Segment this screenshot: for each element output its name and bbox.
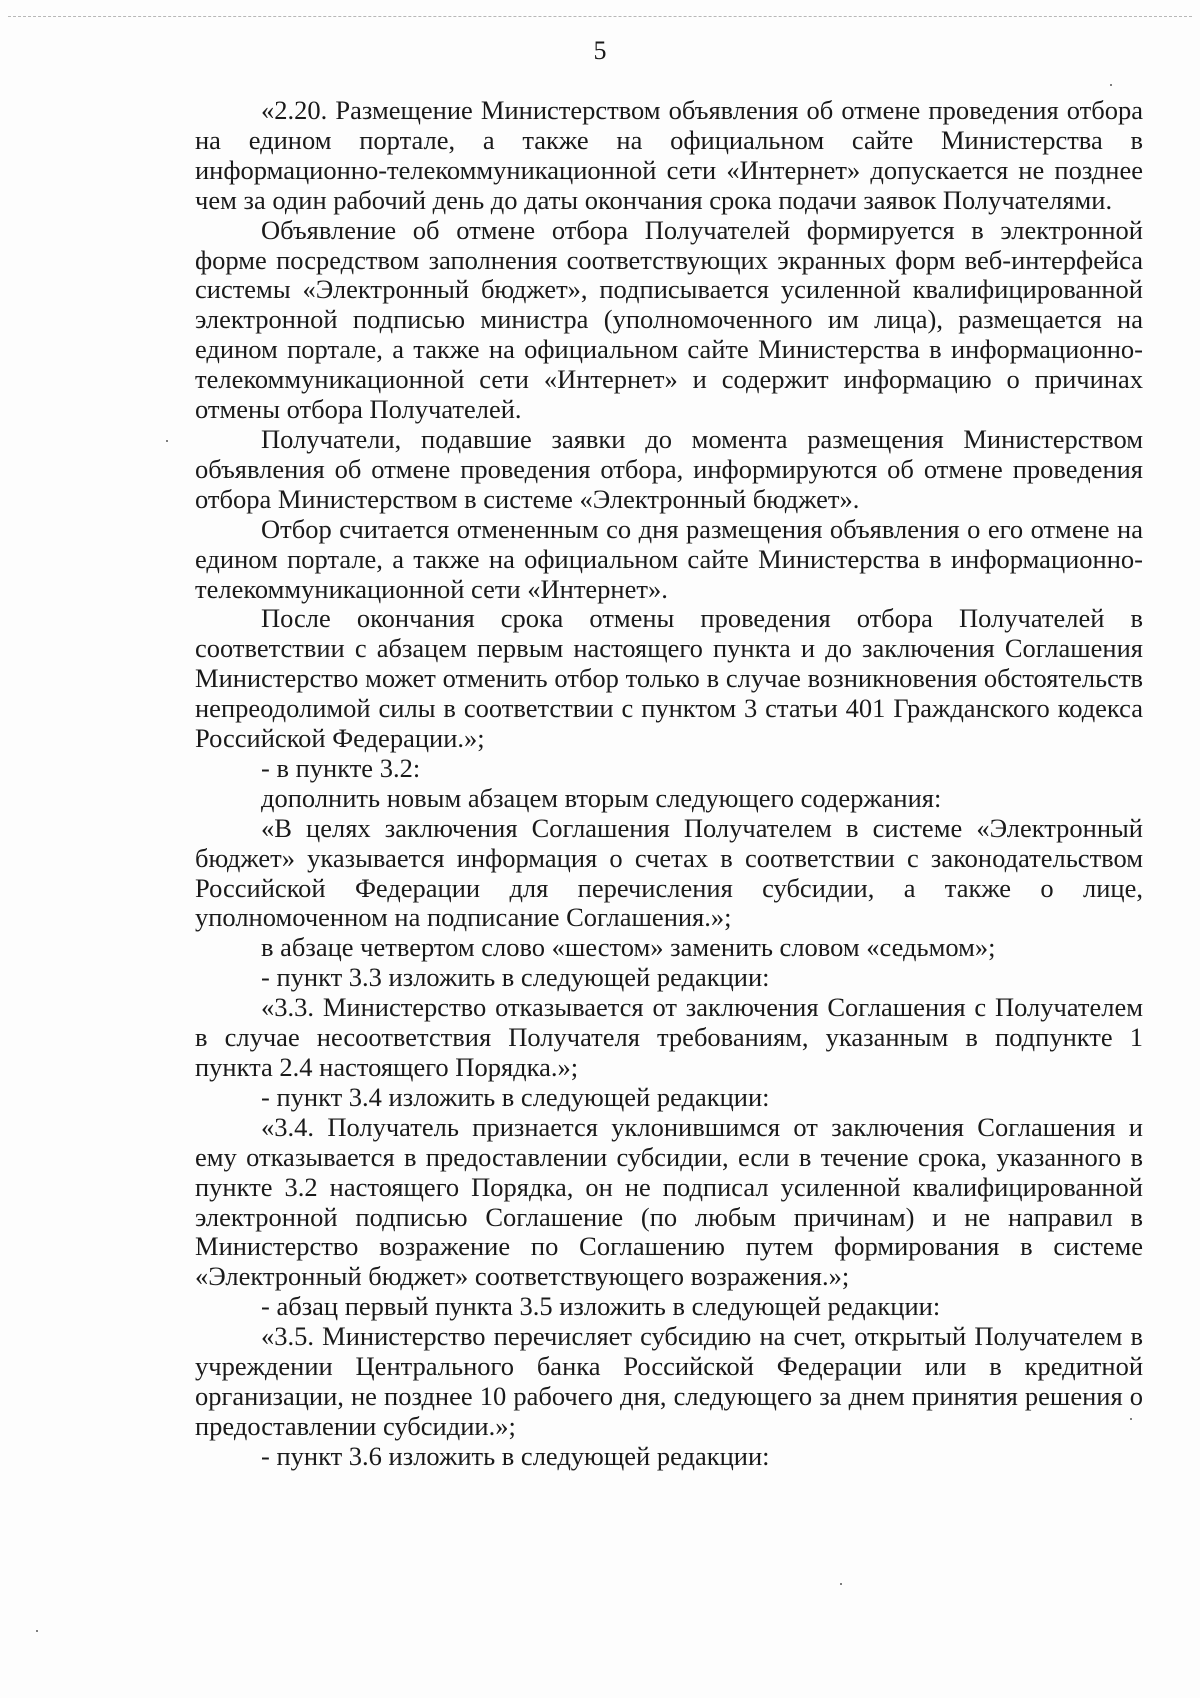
paragraph-clause-3-3-intro: - пункт 3.3 изложить в следующей редакции: xyxy=(261,962,770,993)
paragraph-word-replacement: в абзаце четвертом слово «шестом» заменить словом «седьмом»; xyxy=(261,932,996,963)
paragraph-clause-3-5-intro: - абзац первый пункта 3.5 изложить в следующей редакции: xyxy=(261,1291,941,1322)
paragraph-2-20: «2.20. Размещение Министерством объявления об отмене проведения отбора на едином портале, а также на официальном сайте Министерства в информационно-телекоммуникационной сети «Интернет» допускается не позднее чем за один рабочий день до даты окончания срока подачи заявок Получателями. xyxy=(195,95,1143,215)
page-number: 5 xyxy=(593,36,607,65)
scan-speck xyxy=(1110,84,1112,86)
scan-speck xyxy=(1130,1418,1132,1420)
scan-speck xyxy=(840,1583,842,1585)
paragraph-clause-3-6-intro: - пункт 3.6 изложить в следующей редакции: xyxy=(261,1440,770,1471)
paragraph-force-majeure: После окончания срока отмены проведения отбора Получателей в соответствии с абзацем первым настоящего пункта и до заключения Соглашения Министерство может отменить отбор только в случае возникновения обстоятельств непреодолимой силы в соответствии с пунктом 3 статьи 401 Гражданского кодекса Российской Федерации.»; xyxy=(195,603,1143,754)
paragraph-cancel-announcement: Объявление об отмене отбора Получателей формируется в электронной форме посредством заполнения соответствующих экранных форм веб-интерфейса системы «Электронный бюджет», подписывается усиленной квалифицированной электронной подписью министра (уполномоченного им лица), размещается на едином портале, а также на официальном сайте Министерства в информационно-телекоммуникационной сети «Интернет» и содержит информацию о причинах отмены отбора Получателей. xyxy=(195,214,1143,425)
paragraph-add-second-paragraph: дополнить новым абзацем вторым следующего содержания: xyxy=(261,782,942,813)
document-body xyxy=(195,96,1143,1472)
paragraph-clause-3-3: «3.3. Министерство отказывается от заключения Соглашения с Получателем в случае несоответствия Получателя требованиям, указанным в подпункте 1 пункта 2.4 настоящего Порядка.»; xyxy=(195,992,1143,1082)
scan-speck xyxy=(166,440,168,442)
paragraph-clause-3-5: «3.5. Министерство перечисляет субсидию на счет, открытый Получателем в учреждении Центрального банка Российской Федерации или в кредитной организации, не позднее 10 рабочего дня, следующего за днем принятия решения о предоставлении субсидии.»; xyxy=(195,1321,1143,1441)
paragraph-selection-cancelled: Отбор считается отмененным со дня размещения объявления о его отмене на едином портале, а также на официальном сайте Министерства в информационно-телекоммуникационной сети «Интернет». xyxy=(195,513,1143,604)
paragraph-recipients-informed: Получатели, подавшие заявки до момента размещения Министерством объявления об отмене проведения отбора, информируются об отмене проведения отбора Министерством в системе «Электронный бюджет». xyxy=(195,423,1143,514)
scan-edge-line xyxy=(8,16,1192,17)
paragraph-clause-3-2-intro: - в пункте 3.2: xyxy=(261,752,421,783)
paragraph-agreement-accounts: «В целях заключения Соглашения Получателем в системе «Электронный бюджет» указывается информация о счетах в соответствии с законодательством Российской Федерации для перечисления субсидии, а также о лице, уполномоченном на подписание Соглашения.»; xyxy=(195,812,1143,933)
scan-speck xyxy=(36,1630,38,1632)
paragraph-clause-3-4-intro: - пункт 3.4 изложить в следующей редакции: xyxy=(261,1081,770,1112)
paragraph-clause-3-4: «3.4. Получатель признается уклонившимся от заключения Соглашения и ему отказывается в предоставлении субсидии, если в течение срока, указанного в пункте 3.2 настоящего Порядка, он не подписал усиленной квалифицированной электронной подписью Соглашение (по любым причинам) и не направил в Министерство возражение по Соглашению путем формирования в системе «Электронный бюджет» соответствующего возражения.»; xyxy=(195,1111,1143,1292)
